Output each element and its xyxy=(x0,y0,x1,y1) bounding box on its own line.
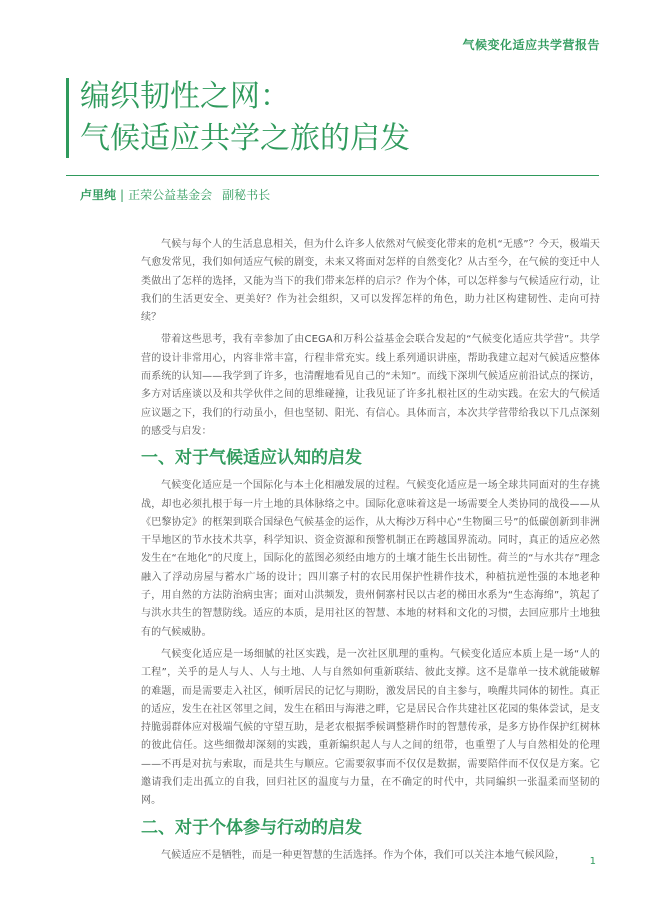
page-title xyxy=(80,76,600,160)
article-body xyxy=(141,236,600,869)
byline-separator: | xyxy=(120,188,125,202)
title-accent-bar xyxy=(66,78,69,158)
page-title-line1: 编织韧性之网： xyxy=(80,79,290,114)
author-byline xyxy=(80,186,270,203)
section1-paragraph-1: 气候变化适应是一个国际化与本土化相融发展的过程。气候变化适应是一场全球共同面对的生存挑战，却也必须扎根于每一片土地的具体脉络之中。国际化意味着这是一场需要全人类协同的战役——从《巴黎协定》的框架到联合国绿色气候基金的运作，从大梅沙万科中心“生物圈三号”的低碳创新到非洲干旱地区的节水技术共享，科学知识、资金资源和预警机制正在跨越国界流动。同时，真正的适应必然发生在“在地化”的尺度上，国际化的蓝图必须经由地方的土壤才能生长出韧性。荷兰的“与水共存”理念融入了浮动房屋与蓄水广场的设计；四川寨子村的农民用保护性耕作技术，种植抗逆性强的本地老种子，用自然的方法防治病虫害；面对山洪频发，贵州侗寨村民以古老的梯田水系为“生态海绵”，筑起了与洪水共生的智慧防线。适应的本质，是用社区的智慧、本地的材料和文化的习惯，去回应那片土地独有的气候威胁。 xyxy=(141,480,600,638)
section-heading-2: 二、对于个体参与行动的启发 xyxy=(141,817,362,838)
intro-paragraph-2: 带着这些思考，我有幸参加了由CEGA和万科公益基金会联合发起的“气候变化适应共学营”。共学营的设计非常用心，内容非常丰富，行程非常充实。线上系列通识讲座，帮助我建立起对气候适应整体而系统的认知——我学到了许多，也清醒地看见自己的“未知”。而线下深圳气候适应前沿试点的探访，多方对话座谈以及和共学伙伴之间的思维碰撞，让我见证了许多扎根社区的生动实践。在宏大的气候适应议题之下，我们的行动虽小，但也坚韧、阳光、有信心。具体而言，本次共学营带给我以下几点深刻的感受与启发： xyxy=(141,334,600,437)
section1-paragraph-2: 气候变化适应是一场细腻的社区实践，是一次社区肌理的重构。气候变化适应本质上是一场“人的工程”，关乎的是人与人、人与土地、人与自然如何重新联结、彼此支撑。这不是靠单一技术就能破解的难题，而是需要走入社区，倾听居民的记忆与期盼，激发居民的自主参与，唤醒共同体的韧性。真正的适应，发生在社区邻里之间，发生在稻田与海港之畔，它是居民合作共建社区花园的集体尝试，是支持脆弱群体应对极端气候的守望互助，是老农根据季候调整耕作时的智慧传承，是多方协作保护红树林的彼此信任。这些细微却深刻的实践，重新编织起人与人之间的纽带，也重塑了人与自然相处的伦理——不再是对抗与索取，而是共生与顺应。它需要叙事而不仅仅是数据，需要陪伴而不仅仅是方案。它邀请我们走出孤立的自我，回归社区的温度与力量，在不确定的时代中，共同编织一张温柔而坚韧的网。 xyxy=(141,648,600,807)
title-divider xyxy=(66,175,599,176)
author-role: 副秘书长 xyxy=(222,188,271,202)
author-name: 卢里纯 xyxy=(80,188,117,202)
section2-paragraph-1: 气候适应不是牺牲，而是一种更智慧的生活选择。作为个体，我们可以关注本地气候风险， xyxy=(161,849,565,861)
page-title-line2: 气候适应共学之旅的启发 xyxy=(80,121,410,156)
section-heading-1: 一、对于气候适应认知的启发 xyxy=(141,448,362,469)
author-organization: 正荣公益基金会 xyxy=(128,188,213,202)
page-number: 1 xyxy=(589,856,596,867)
intro-paragraph-1: 气候与每个人的生活息息相关，但为什么许多人依然对气候变化带来的危机“无感”？今天，极端天气愈发常见，我们如何适应气候的剧变，未来又将面对怎样的自然变化？从古至今，在气候的变迁中人类做出了怎样的选择，又能为当下的我们带来怎样的启示？作为个体，可以怎样参与气候适应行动，让我们的生活更安全、更美好？作为社会组织，又可以发挥怎样的角色，助力社区构建韧性、走向可持续？ xyxy=(141,239,600,324)
report-header-title: 气候变化适应共学营报告 xyxy=(462,38,600,52)
